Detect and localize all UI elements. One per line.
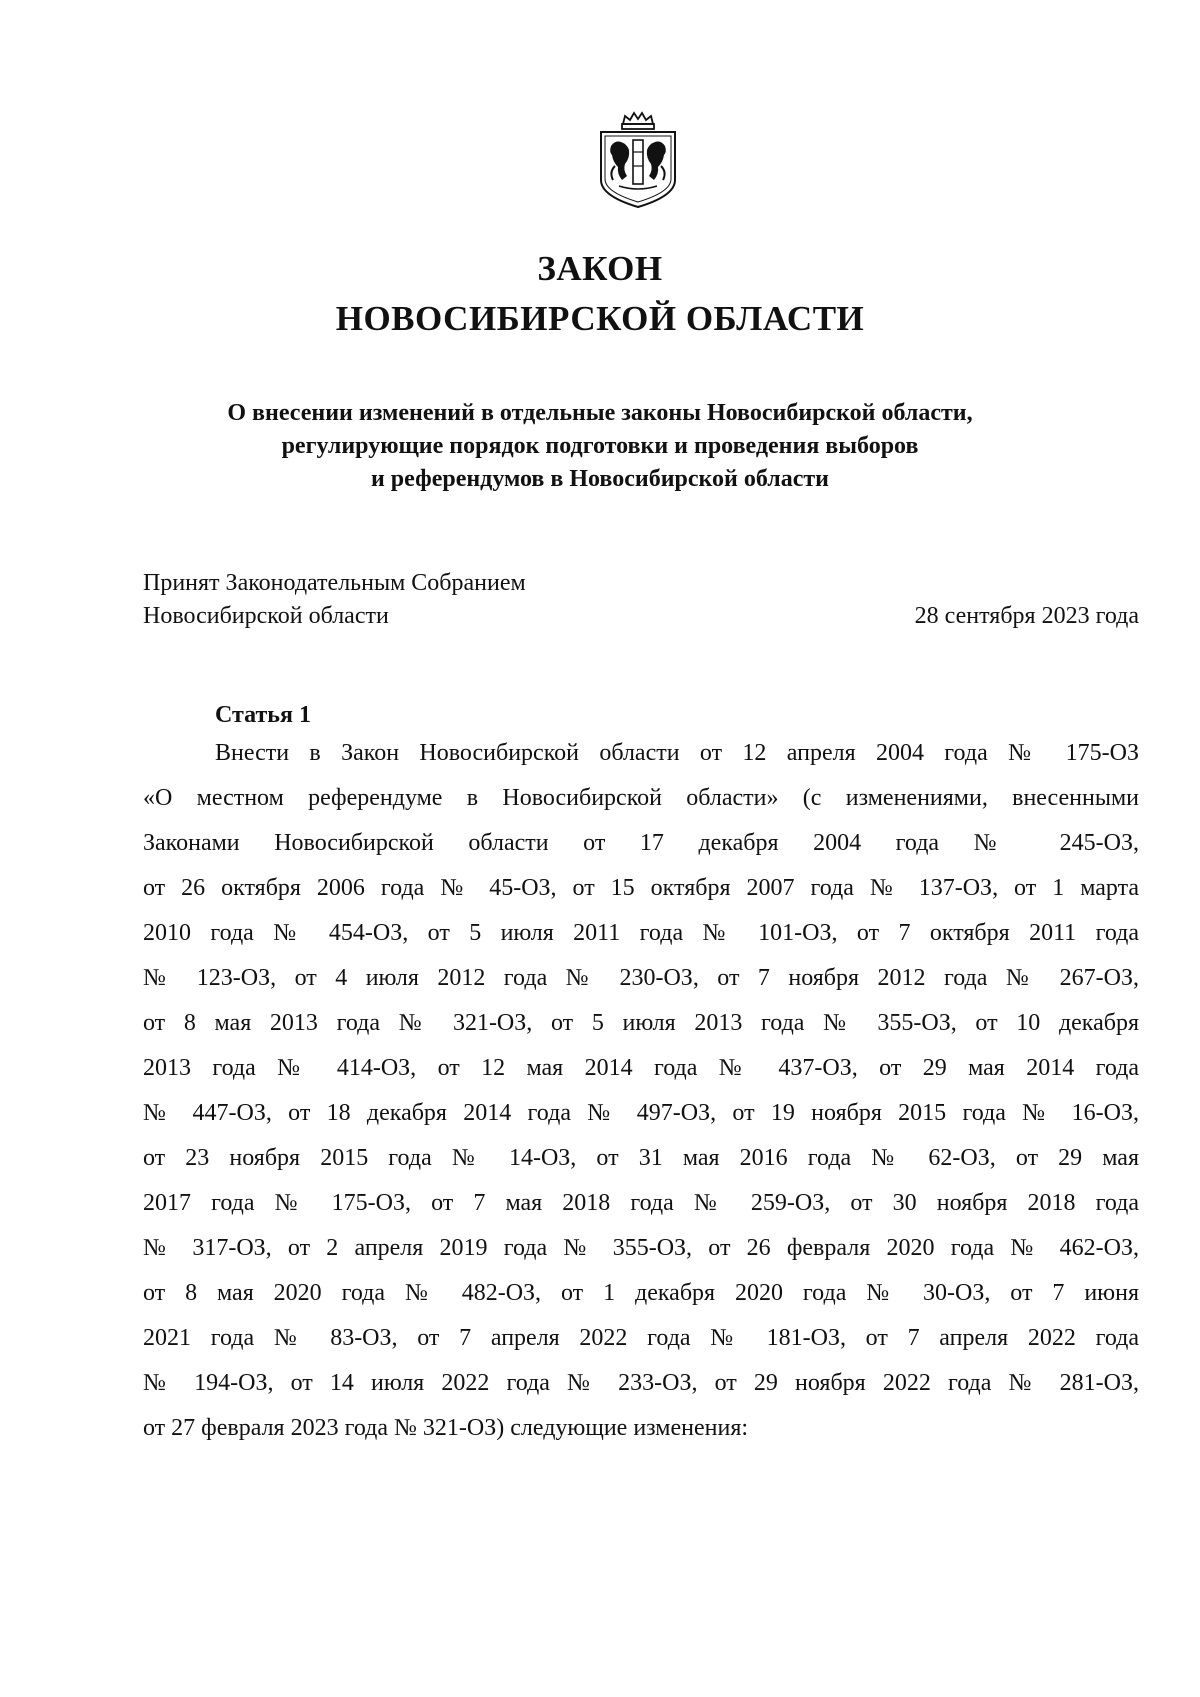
law-region-title: НОВОСИБИРСКОЙ ОБЛАСТИ (335, 299, 865, 338)
body-text-line: № 194-ОЗ, от 14 июля 2022 года № 233-ОЗ, от 29 ноября 2022 года № 281-ОЗ, (143, 1370, 1139, 1396)
law-subject-line: регулирующие порядок подготовки и проведения выборов (281, 433, 919, 459)
law-subject-line: и референдумов в Новосибирской области (370, 466, 830, 492)
body-text-line: от 8 мая 2020 года № 482-ОЗ, от 1 декабря 2020 года № 30-ОЗ, от 7 июня (143, 1280, 1139, 1306)
article-heading: Статья 1 (215, 702, 311, 728)
body-text-line: Законами Новосибирской области от 17 декабря 2004 года № 245-ОЗ, (143, 830, 1139, 856)
body-text-line: 2017 года № 175-ОЗ, от 7 мая 2018 года № 259-ОЗ, от 30 ноября 2018 года (143, 1190, 1139, 1216)
coat-of-arms-icon (597, 110, 679, 210)
adopted-by-line: Принят Законодательным Собранием (143, 570, 526, 596)
body-text-line: от 8 мая 2013 года № 321-ОЗ, от 5 июля 2013 года № 355-ОЗ, от 10 декабря (143, 1010, 1139, 1036)
body-text-line: № 447-ОЗ, от 18 декабря 2014 года № 497-ОЗ, от 19 ноября 2015 года № 16-ОЗ, (143, 1100, 1139, 1126)
adopted-by-line: Новосибирской области (143, 603, 389, 629)
body-text-line: 2013 года № 414-ОЗ, от 12 мая 2014 года № 437-ОЗ, от 29 мая 2014 года (143, 1055, 1139, 1081)
body-text-line: от 26 октября 2006 года № 45-ОЗ, от 15 октября 2007 года № 137-ОЗ, от 1 марта (143, 875, 1139, 901)
body-text-line: 2010 года № 454-ОЗ, от 5 июля 2011 года № 101-ОЗ, от 7 октября 2011 года (143, 920, 1139, 946)
body-text-line: от 27 февраля 2023 года № 321-ОЗ) следующие изменения: (143, 1415, 749, 1441)
body-text-line: от 23 ноября 2015 года № 14-ОЗ, от 31 мая 2016 года № 62-ОЗ, от 29 мая (143, 1145, 1139, 1171)
law-title: ЗАКОН (537, 249, 663, 288)
body-text-line: № 317-ОЗ, от 2 апреля 2019 года № 355-ОЗ, от 26 февраля 2020 года № 462-ОЗ, (143, 1235, 1139, 1261)
body-text-line: 2021 года № 83-ОЗ, от 7 апреля 2022 года № 181-ОЗ, от 7 апреля 2022 года (143, 1325, 1139, 1351)
adoption-date: 28 сентября 2023 года (914, 603, 1139, 629)
body-text-line: «О местном референдуме в Новосибирской области» (с изменениями, внесенными (143, 785, 1139, 811)
law-subject-line: О внесении изменений в отдельные законы Новосибирской области, (227, 400, 973, 426)
body-text-line: № 123-ОЗ, от 4 июля 2012 года № 230-ОЗ, от 7 ноября 2012 года № 267-ОЗ, (143, 965, 1139, 991)
body-text-line: Внести в Закон Новосибирской области от 12 апреля 2004 года № 175-ОЗ (215, 740, 1139, 766)
